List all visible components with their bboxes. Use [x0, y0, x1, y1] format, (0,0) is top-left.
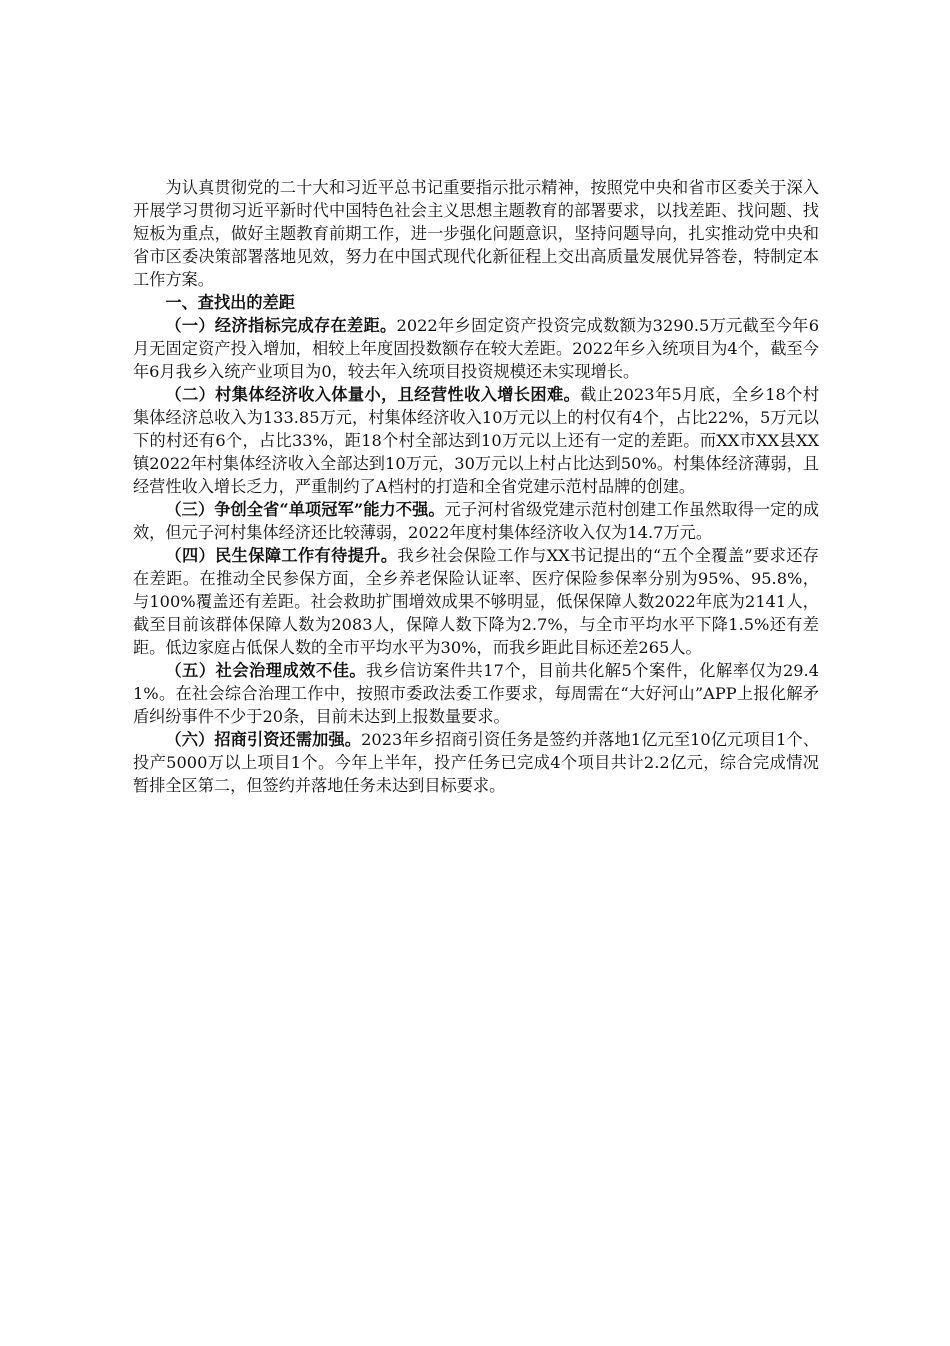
- gap-item-3-lead: （三）争创全省“单项冠军”能力不强。: [165, 500, 445, 519]
- gap-item-1: [133, 314, 819, 383]
- gap-item-2-lead: （二）村集体经济收入体量小，且经营性收入增长困难。: [165, 385, 581, 404]
- gap-item-1-body: 2022年乡固定资产投资完成数额为3290.5万元截至今年6月无固定资产投入增加，相较上年度固投数额存在较大差距。2022年乡入统项目为4个，截至今年6月我乡入统产业项目为0，较去年入统项目投资规模还未实现增长。: [133, 316, 819, 381]
- gap-item-6-body: 2023年乡招商引资任务是签约并落地1亿元至10亿元项目1个、投产5000万以上项目1个。今年上半年，投产任务已完成4个项目共计2.2亿元，综合完成情况暂排全区第二，但签约并落地任务未达到目标要求。: [133, 730, 820, 795]
- gap-item-2: [133, 383, 819, 498]
- gap-item-6-lead: （六）招商引资还需加强。: [165, 730, 362, 749]
- gap-item-2-body: 截止2023年5月底，全乡18个村集体经济总收入为133.85万元，村集体经济收入10万元以上的村仅有4个，占比22%，5万元以下的村还有6个，占比33%，距18个村全部达到10万元以上还有一定的差距。而XX市XX县XX镇2022年村集体经济收入全部达到10万元，30万元以上村占比达到50%。村集体经济薄弱，且经营性收入增长乏力，严重制约了A档村的打造和全省党建示范村品牌的创建。: [133, 385, 820, 496]
- document-body: [133, 176, 819, 797]
- gap-item-3: [133, 498, 819, 544]
- gap-item-4-lead: （四）民生保障工作有待提升。: [165, 546, 398, 565]
- gap-item-5: [133, 659, 819, 728]
- intro-paragraph: 为认真贯彻党的二十大和习近平总书记重要指示批示精神，按照党中央和省市区委关于深入开展学习贯彻习近平新时代中国特色社会主义思想主题教育的部署要求，以找差距、找问题、找短板为重点，做好主题教育前期工作，进一步强化问题意识，坚持问题导向，扎实推动党中央和省市区委决策部署落地见效，努力在中国式现代化新征程上交出高质量发展优异答卷，特制定本工作方案。: [133, 178, 819, 289]
- gap-item-6: [133, 728, 819, 797]
- section-heading: 一、查找出的差距: [165, 293, 295, 312]
- gap-item-3-body: 元子河村省级党建示范村创建工作虽然取得一定的成效，但元子河村集体经济还比较薄弱，2022年度村集体经济收入仅为14.7万元。: [133, 500, 820, 542]
- gap-item-1-lead: （一）经济指标完成存在差距。: [165, 316, 397, 335]
- gap-item-4: [133, 544, 819, 659]
- gap-item-5-body: 我乡信访案件共17个，目前共化解5个案件，化解率仅为29.41%。在社会综合治理工作中，按照市委政法委工作要求，每周需在“大好河山”APP上报化解矛盾纠纷事件不少于20条，目前未达到上报数量要求。: [133, 661, 819, 726]
- gap-item-4-body: 我乡社会保险工作与XX书记提出的“五个全覆盖”要求还存在差距。在推动全民参保方面，全乡养老保险认证率、医疗保险参保率分别为95%、95.8%，与100%覆盖还有差距。社会救助扩围增效成果不够明显，低保保障人数2022年底为2141人，截至目前该群体保障人数为2083人，保障人数下降为2.7%，与全市平均水平下降1.5%还有差距。低边家庭占低保人数的全市平均水平为30%，而我乡距此目标还差265人。: [133, 546, 819, 657]
- gap-item-5-lead: （五）社会治理成效不佳。: [165, 661, 367, 680]
